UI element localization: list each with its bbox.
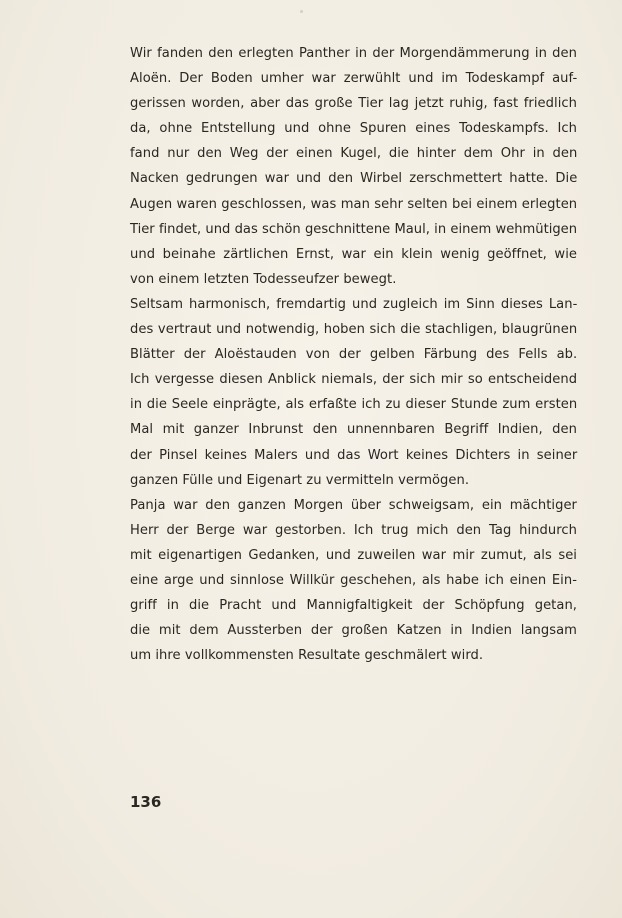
text-line: des vertraut und notwendig, hoben sich die stachligen, blaugrünen [130, 322, 578, 338]
text-line: Wir fanden den erlegten Panther in der Morgendämmerung in den [130, 46, 577, 61]
paper-speck [300, 10, 303, 13]
text-line: Herr der Berge war gestorben. Ich trug mich den Tag hindurch [130, 522, 577, 538]
text-line: eine arge und sinnlose Willkür geschehen, als habe ich einen Ein- [130, 572, 577, 588]
text-line: Aloën. Der Boden umher war zerwühlt und im Todeskampf auf- [130, 71, 578, 87]
body-text [130, 41, 577, 668]
text-line: da, ohne Entstellung und ohne Spuren eines Todeskampfs. Ich [130, 121, 577, 137]
text-line: Tier findet, und das schön geschnittene Maul, in einem wehmütigen [130, 221, 577, 237]
text-line: Blätter der Aloëstauden von der gelben Färbung des Fells ab. [130, 347, 578, 363]
text-line: Augen waren geschlossen, was man sehr selten bei einem erlegten [130, 196, 578, 212]
text-line: Seltsam harmonisch, fremdartig und zugleich im Sinn dieses Lan- [130, 296, 578, 312]
text-line: um ihre vollkommensten Resultate geschmälert wird. [130, 648, 484, 664]
text-line: griff in die Pracht und Mannigfaltigkeit der Schöpfung getan, [130, 598, 578, 614]
text-line: ganzen Fülle und Eigenart zu vermitteln vermögen. [130, 472, 470, 488]
page-number: 136 [130, 793, 162, 811]
text-line: in die Seele einprägte, als erfaßte ich zu dieser Stunde zum ersten [130, 397, 578, 413]
text-line: Nacken gedrungen war und den Wirbel zerschmettert hatte. Die [130, 171, 578, 187]
text-line: Mal mit ganzer Inbrunst den unnennbaren Begriff Indien, den [130, 422, 577, 438]
text-line: die mit dem Aussterben der großen Katzen in Indien langsam [130, 623, 577, 639]
paragraph-1 [130, 41, 577, 292]
paragraph-2 [130, 292, 577, 493]
text-line: fand nur den Weg der einen Kugel, die hinter dem Ohr in den [130, 146, 578, 162]
text-line: und beinahe zärtlichen Ernst, war ein klein wenig geöffnet, wie [130, 246, 577, 262]
text-line: der Pinsel keines Malers und das Wort keines Dichters in seiner [130, 447, 578, 463]
text-line: von einem letzten Todesseufzer bewegt. [130, 271, 397, 287]
text-line: mit eigenartigen Gedanken, und zuweilen war mir zumut, als sei [130, 547, 577, 563]
text-line: Ich vergesse diesen Anblick niemals, der sich mir so entscheidend [130, 372, 578, 388]
text-line: Panja war den ganzen Morgen über schweigsam, ein mächtiger [130, 497, 577, 513]
paragraph-3 [130, 493, 577, 669]
text-line: gerissen worden, aber das große Tier lag jetzt ruhig, fast friedlich [130, 96, 577, 112]
